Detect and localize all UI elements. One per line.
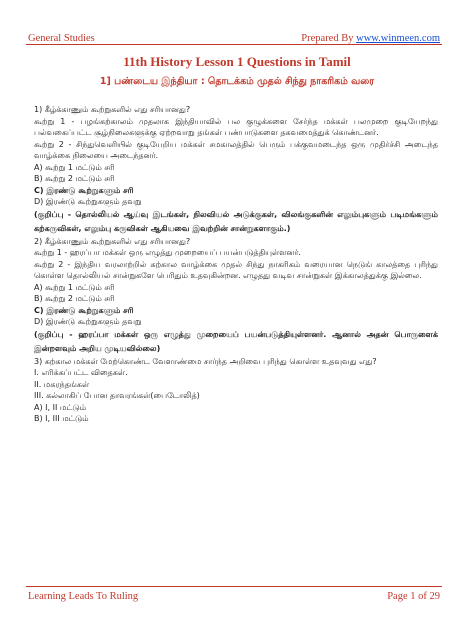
q1-option-b: B) கூற்று 2 மட்டும் சரி <box>34 174 115 183</box>
document-title: 11th History Lesson 1 Questions in Tamil <box>123 54 351 69</box>
q3-option-a: A) I, II மட்டும் <box>34 402 87 412</box>
footer-divider <box>26 586 442 587</box>
website-link[interactable]: www.winmeen.com <box>356 33 440 44</box>
question-2: 2) கீழ்க்காணும் கூற்றுகளில் எது சரியானது? <box>34 236 191 246</box>
q1-note: (குறிப்பு - தொல்லியல் ஆய்வு இடங்கள், நிலவியல் அடுக்குகள், விலங்குகளின் எலும்புகளும் படிமங்களும் கற்கருவிகள், எலும்பு கருவிகள் ஆகியவை இவற்றின் சான்றுகளாகும்.) <box>34 209 438 233</box>
header-credit <box>301 33 440 44</box>
q3-option-b: B) I, III மட்டும் <box>34 414 89 423</box>
q1-statement-1: கூற்று 1 - பழங்கற்காலம் முதலாக இந்தியாவில் பல குழுக்களை சேர்ந்த மக்கள் பலமுறை குடியேறந்து பல்வகைப்பட்ட சூழ்நிலைகளுக்கு ஏற்றவாறு தங்கள் பண்பாடுகளை தகவமைத்துக் கொண்டனர். <box>34 116 438 137</box>
q2-statement-1: கூற்று 1 - ஹரப்பா மக்கள் ஒரு எழுத்து முறையைப் பயன்படுத்தியுள்ளனர். <box>34 248 301 257</box>
q2-option-b: B) கூற்று 2 மட்டும் சரி <box>34 294 115 303</box>
q2-statement-2: கூற்று 2 - இந்திய வரலாற்றில் கற்கால வாழ்க்கை முதல் சிந்து நாகரிகம் வரையான நெடுங் காலத்தை புரிந்து கொள்ள தொல்லியல் சான்றுகளே பெரிதும் உதவுகின்றன. எழுதது வடிவ சான்றுகள் இக்காலத்துக்கு இல்லை. <box>34 259 438 280</box>
q1-option-d: D) இரண்டு கூற்றுகளும் தவறு <box>34 197 142 206</box>
header-divider <box>26 44 442 45</box>
q2-note: (குறிப்பு - ஹரப்பா மக்கள் ஒரு எழுத்து முறையைப் பயன்படுத்தியுள்ளனர். ஆனால் அதன் பொருளைக் இன்றளவும் அறிய முடியவில்லை) <box>34 329 438 353</box>
q3-item-1: I. எரிக்கப்பட்ட விதைகள். <box>34 368 128 377</box>
page-header <box>28 26 440 44</box>
questions-body <box>34 104 438 425</box>
q1-option-c-answer: C) இரண்டு கூற்றுகளும் சரி <box>34 185 134 195</box>
q2-option-a: A) கூற்று 1 மட்டும் சரி <box>34 282 115 292</box>
question-3: 3) கற்கால மக்கள் மேற்கொண்ட வேளாண்மை சார்ந்த அறிவை புரிந்து கொள்ள உதவுவது எது? <box>34 356 377 366</box>
page-footer <box>28 591 440 602</box>
chapter-subtitle: 1] பண்டைய இந்தியா : தொடக்கம் முதல் சிந்து நாகரிகம் வரை <box>99 76 375 87</box>
header-subject: General Studies <box>28 33 95 44</box>
footer-slogan: Learning Leads To Ruling <box>28 591 139 602</box>
q1-option-a: A) கூற்று 1 மட்டும் சரி <box>34 162 115 172</box>
q2-option-d: D) இரண்டு கூற்றுகளும் தவறு <box>34 317 142 326</box>
q3-item-3: III. கல்லாகிப் போன தாவரங்கள்(பைடோலித்) <box>34 391 200 400</box>
q3-item-2: II. மகரந்தங்கள் <box>34 379 90 389</box>
question-1: 1) கீழ்க்காணும் கூற்றுகளில் எது சரியானது? <box>34 105 191 114</box>
page-number: Page 1 of 29 <box>387 591 440 602</box>
q2-option-c-answer: C) இரண்டு கூற்றுகளும் சரி <box>34 305 134 315</box>
header-credit-prefix: Prepared By <box>301 33 357 44</box>
q1-statement-2: கூற்று 2 - சிந்துவெளியில் குடியேறிய மக்கள் சமகாலத்தில் பெரும் பக்குவமடைந்த ஒரு முதிர்ச்சி அடைந்த வாழ்க்கை நிலையை அடைந்தனர். <box>34 139 438 160</box>
